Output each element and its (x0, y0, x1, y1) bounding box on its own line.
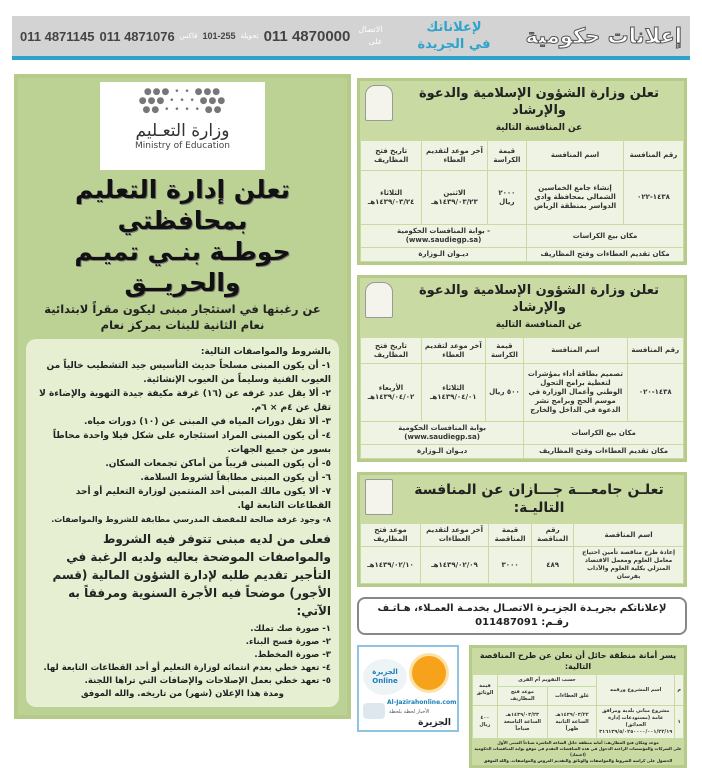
moe-logo (100, 82, 265, 170)
col-header: آخر موعد لتقديم العطاء (421, 338, 485, 364)
slogan (404, 19, 504, 53)
ad-body (26, 339, 339, 707)
logo-text-en: Ministry of Education (135, 141, 230, 151)
col-header: غلق العطاءات (548, 687, 597, 706)
ad-title (26, 174, 339, 298)
document-item: ٢- صورة فسح البناء. (245, 637, 331, 647)
cell: إعادة طرح مناقصة تأمين احتياج معامل العلوم ومعمل الاقتصاد المنزلي بكلية العلوم والآداب بفرسان (574, 547, 684, 584)
call-label-2: على (368, 37, 383, 46)
cell: بوابة المنافسات الحكومية (www.saudiegp.sa) (361, 422, 524, 445)
col-header: اسم المناقصة (574, 524, 684, 547)
cell: ١٤٣٩/٠٢/١٠هـ (361, 547, 421, 584)
cell: مكان بيع الكراسات (527, 225, 684, 248)
tagline: الأخبار لحظة بلحظة (389, 709, 430, 715)
col-header: رقم المناقصة (532, 524, 574, 547)
ad-jazan-university (357, 472, 687, 587)
col-header: موعد فتح المظاريف (497, 687, 547, 706)
cell: الاثنين ١٤٣٩/٠٣/٢٣هـ (422, 171, 487, 225)
ad-subtitle: عن المنافسة التالية (495, 123, 583, 133)
condition: ١- أن يكون المبنى مسلحاً حديث التأسيس جيد التشطيب خالياً من العيوب الفنية وسليماً من العيوب الإنشائية. (46, 361, 331, 385)
ad-islamic-affairs-1 (357, 78, 687, 265)
call-label-1: الاتصال (358, 25, 383, 34)
title-line: تعلن إدارة التعليم بمحافظتي (74, 175, 290, 235)
bottom-row (357, 645, 687, 768)
extension: 101-255 (202, 31, 236, 41)
condition: ٥- أن يكون المبنى قريباً من أماكن تجمعات السكان. (105, 459, 331, 469)
ministry-logo-icon (365, 282, 393, 318)
jazirah-online-ad[interactable] (357, 645, 459, 732)
cell: ٣٠٠٠ (489, 547, 532, 584)
university-logo-icon (365, 479, 393, 515)
tender-table (360, 523, 684, 584)
slogan-line: لإعلاناتك (426, 20, 482, 35)
ad-title: يسر أمانة منطقة حائل أن تعلن عن طرح المناقصة التالية: (479, 651, 677, 671)
col-header: رقم المنافسة (627, 338, 683, 364)
fax-number: 011 4871145 (20, 28, 95, 44)
col-header: قيمة الكراسة (487, 141, 526, 171)
cell: ١٤٣٨-٠٢٢ (623, 171, 683, 225)
col-header: تاريخ فتح المظاريف (361, 141, 422, 171)
cell: ١ (675, 706, 684, 739)
ad-ministry-of-education (14, 74, 351, 719)
cell: الثلاثاء ١٤٣٩/٠٣/٢٤هـ (361, 171, 422, 225)
notes (474, 740, 682, 764)
col-header: تاريخ فتح المظاريف (361, 338, 422, 364)
document-item: ٤- تعهد خطي بعدم انتمائه لوزارة التعليم أو أحد القطاعات التابعة لها. (43, 663, 331, 673)
col-header: قيمة الوثائق (473, 675, 498, 706)
cell: مكان تقديم العطاءات وفتح المظاريف (524, 445, 684, 459)
ext-label: تحويلة (240, 32, 259, 40)
condition: ٤- أن يكون المبنى المراد استئجاره على شكل فيلا واحدة محاطاً بسور من جميع الجهات. (52, 431, 331, 455)
col-header: آخر موعد لتقديم العطاءات (421, 524, 489, 547)
intro: بالشروط والمواصفات التالية: (200, 347, 331, 357)
orange-icon (409, 653, 449, 693)
cell: ٥٠٠ ريال (485, 364, 524, 422)
title-line: حوطـة بنـي تميـم والحريــق (74, 237, 291, 297)
ad-subtitle: عن المنافسة التالية (495, 320, 583, 330)
ad-title: تعلن وزارة الشؤون الإسلامية والدعوة والإرشاد (418, 86, 660, 118)
col-header: رقم المنافسة (623, 141, 683, 171)
condition: ٦- أن يكون المبنى مطابقاً لشروط السلامة. (140, 473, 331, 483)
cell: إنشاء جامع الخماسين الشمالي بمحافظة وادي الدواسر بمنطقة الرياض (527, 171, 624, 225)
condition: ٨- وجود غرفة صالحة للمقصف المدرسي مطابقة للشروط والمواصفات. (51, 515, 331, 524)
online-app-icon (363, 703, 385, 719)
cell: ١٤٣٩/٠٣/٢٢هـ الساعة الثانية ظهراً (548, 706, 597, 739)
document-item: ٣- صورة المخطط. (254, 650, 331, 660)
closing: ومدة هذا الإعلان (شهر) من تاريخه. والله الموفق (81, 689, 284, 699)
ad-islamic-affairs-2 (357, 275, 687, 462)
subtitle-line: عن رغبتها في استئجار مبنى ليكون مقراً لابتدائية (44, 302, 321, 316)
condition: ٣- ألا تقل دورات المياه في المبنى عن (١٠) دورات مياه. (84, 417, 331, 427)
cell: مكان بيع الكراسات (524, 422, 684, 445)
slogan-line: في الجريدة (417, 37, 491, 52)
fax-label: فاكس (179, 32, 198, 40)
tender-table (360, 337, 684, 459)
col-header: قيمة الكراسة (485, 338, 524, 364)
note: موعد ومكان فتح المظاريف: أمانة منطقة حائل الساعة العاشرة صباحاً المبنى الأول (497, 740, 659, 745)
ad-hail-municipality (469, 645, 687, 768)
col-header: اسم المنافسة (527, 141, 624, 171)
cell: ٤٨٩ (532, 547, 574, 584)
jazirah-online-logo: الجزيرة Online (363, 659, 407, 695)
cell: ٢٠٠٠ ريال (487, 171, 526, 225)
cell: ديـوان الـوزارة (361, 248, 527, 262)
ad-title: تعلن وزارة الشؤون الإسلامية والدعوة والإرشاد (418, 283, 660, 315)
condition: ٧- ألا يكون مالك المبنى أحد المنتمين لوزارة التعليم أو أحد القطاعات التابعة لها. (75, 487, 331, 511)
body-text: فعلى من لديه مبنى تتوفر فيه الشروط والمواصفات الموضحة بعاليه ولديه الرغبة في التأجير تقديم طلبه لإدارة الشؤون المالية (قسم الأجور) موضحاً فيه الأجرة السنوية ومرفقاً به الآتي: (52, 532, 331, 618)
logo-text-ar: وزارة التعـليم (135, 121, 230, 141)
cell: الأربعاء ١٤٣٩/٠٤/٠٢هـ (361, 364, 422, 422)
tender-table (472, 674, 684, 739)
cell: مكان تقديم العطاءات وفتح المظاريف (527, 248, 684, 262)
note: الحصول على كراسة الشروط والمواصفات والوثائق والتقديم العروض والمواصفات. والله الموفق (483, 758, 673, 763)
cell: ١٤٣٨-٠٢٠ (627, 364, 683, 422)
condition: ٢- ألا يقل عدد غرفه عن (١٦) غرفة مكيفة جيدة التهوية والإضاءة لا تقل عن ٤م × ٦م. (39, 389, 331, 413)
phone-number: 011 4870000 (263, 27, 351, 45)
cell: ٤٠٠ ريال (473, 706, 498, 739)
website-link[interactable]: Al-Jazirahonline.com (387, 699, 457, 706)
jazirah-logo: الجزيرة (418, 718, 451, 728)
ad-title: تعلـن جامعـــة جـــازان عن المنافسة التاليـة: (414, 482, 664, 516)
cell: تصميم بطاقة أداء بمؤشرات لتغطية برامج التحول الوطني وأعمال الوزارة في موسم الحج وبرامج نشر الدعوة في الداخل والخارج (524, 364, 627, 422)
document-item: ٥- تعهد خطي بعمل الإصلاحات والإضافات التي تراها اللجنة. (84, 676, 331, 686)
cell: مشروع مباني بلدية ومرافق عامة (مستودعات إدارة الحدائق) ٣١٦١٣٩/٥/٠٢٥٠٠٠٠/٠٠١/٢٢/١٩ (597, 706, 675, 739)
note: على الشركات والمؤسسات الراغبة الدخول في هذه المناقصات التقدم في موقع بوابة المنافسات الحكومية (اعتماد) (474, 746, 682, 757)
section-header (12, 16, 690, 60)
customer-service-banner: لإعلاناتكم بجريـدة الجزيـرة الاتصـال بخدمـة العمـلاء، هـاتـف رقـم: 011487091 (357, 597, 687, 635)
moe-dots-icon: ●●● • • ●●● ●●● • • • ●●● ●● • • • • ●● (138, 87, 227, 115)
documents-list (34, 623, 331, 701)
col-header: قيمة المناقصة (489, 524, 532, 547)
cell: ١٤٣٩/٠٣/٢٣هـ الساعة التاسعة صباحاً (497, 706, 547, 739)
cell: ديـوان الـوزارة (361, 445, 524, 459)
contact-numbers (20, 28, 350, 45)
col-header: آخر موعد لتقديم العطاء (422, 141, 487, 171)
cell: الثلاثاء ١٤٣٩/٠٤/٠١هـ (421, 364, 485, 422)
cell: ١٤٣٩/٠٢/٠٩هـ (421, 547, 489, 584)
ad-subtitle (26, 301, 339, 333)
col-header: اسم المشروع ورقمه (597, 675, 675, 706)
subtitle-line: نعام الثانية للبنات بمركز نعام (100, 318, 265, 332)
section-title: إعلانات حكومية (525, 24, 682, 48)
fax-number: 011 4871076 (99, 28, 175, 44)
document-item: ١- صورة صك تملك. (250, 624, 331, 634)
right-column (357, 78, 687, 768)
call-label (358, 24, 382, 48)
col-header: م (675, 675, 684, 706)
col-header: اسم المنافسة (524, 338, 627, 364)
cell: - بوابة المنافسات الحكومية (www.saudiegp.sa) (361, 225, 527, 248)
tender-table (360, 140, 684, 262)
ministry-logo-icon (365, 85, 393, 121)
col-header: موعد فتح المظاريف (361, 524, 421, 547)
col-header: حسب التقويم أم القرى (497, 675, 596, 687)
